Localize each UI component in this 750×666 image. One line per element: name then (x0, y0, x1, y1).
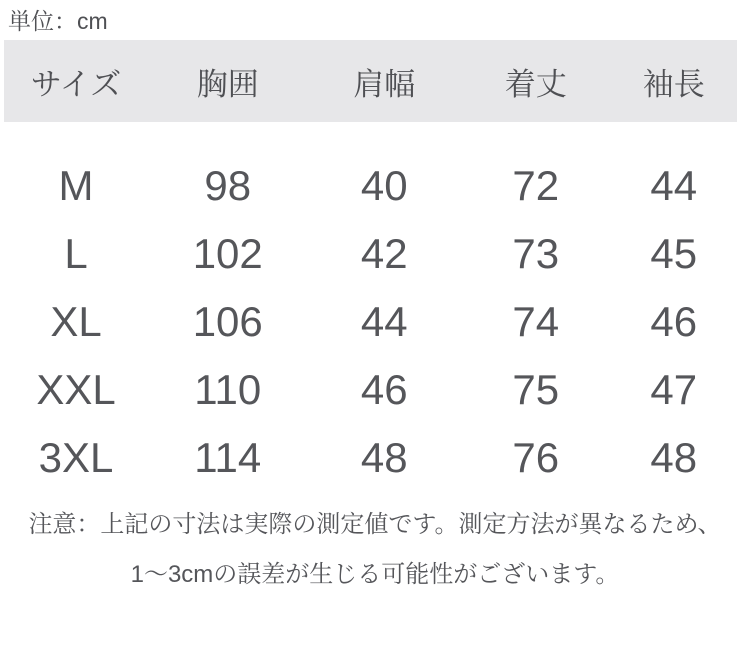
header-cell-chest: 胸囲 (196, 66, 259, 102)
chest-cell: 102 (192, 230, 263, 277)
header-cell-length: 着丈 (504, 66, 567, 102)
chest-cell: 110 (194, 366, 262, 413)
note-line-2: 1〜3cmの誤差が生じる可能性がございます。 (130, 561, 620, 588)
length-cell: 75 (512, 366, 560, 413)
chest-cell: 98 (204, 162, 252, 209)
unit-label: 単位：cm (8, 8, 108, 34)
sleeve-cell: 45 (650, 230, 698, 277)
note-line-1: 注意：上記の寸法は実際の測定値です。測定方法が異なるため、 (28, 511, 722, 538)
shoulder-cell: 44 (360, 298, 408, 345)
chest-cell: 106 (192, 298, 263, 345)
sleeve-cell: 44 (650, 162, 698, 209)
sleeve-cell: 48 (650, 434, 698, 481)
shoulder-cell: 48 (360, 434, 408, 481)
length-cell: 73 (512, 230, 560, 277)
size-cell: L (64, 230, 88, 277)
table-row (4, 152, 737, 220)
size-cell: XL (50, 298, 102, 345)
table-body (0, 152, 750, 492)
note-text (0, 500, 750, 600)
sleeve-cell: 46 (650, 298, 698, 345)
chest-cell: 114 (194, 434, 262, 481)
length-cell: 72 (512, 162, 560, 209)
table-row (4, 424, 737, 492)
shoulder-cell: 42 (360, 230, 408, 277)
header-cell-shoulder: 肩幅 (353, 66, 416, 102)
size-cell: M (58, 162, 94, 209)
length-cell: 74 (512, 298, 560, 345)
size-cell: 3XL (38, 434, 114, 481)
table-header-row (4, 40, 737, 122)
header-cell-size: サイズ (30, 66, 122, 102)
size-cell: XXL (36, 366, 116, 413)
table-row (4, 288, 737, 356)
length-cell: 76 (512, 434, 560, 481)
table-row (4, 356, 737, 424)
shoulder-cell: 40 (360, 162, 408, 209)
sleeve-cell: 47 (650, 366, 698, 413)
table-row (4, 220, 737, 288)
header-cell-sleeve: 袖長 (642, 66, 705, 102)
shoulder-cell: 46 (360, 366, 408, 413)
